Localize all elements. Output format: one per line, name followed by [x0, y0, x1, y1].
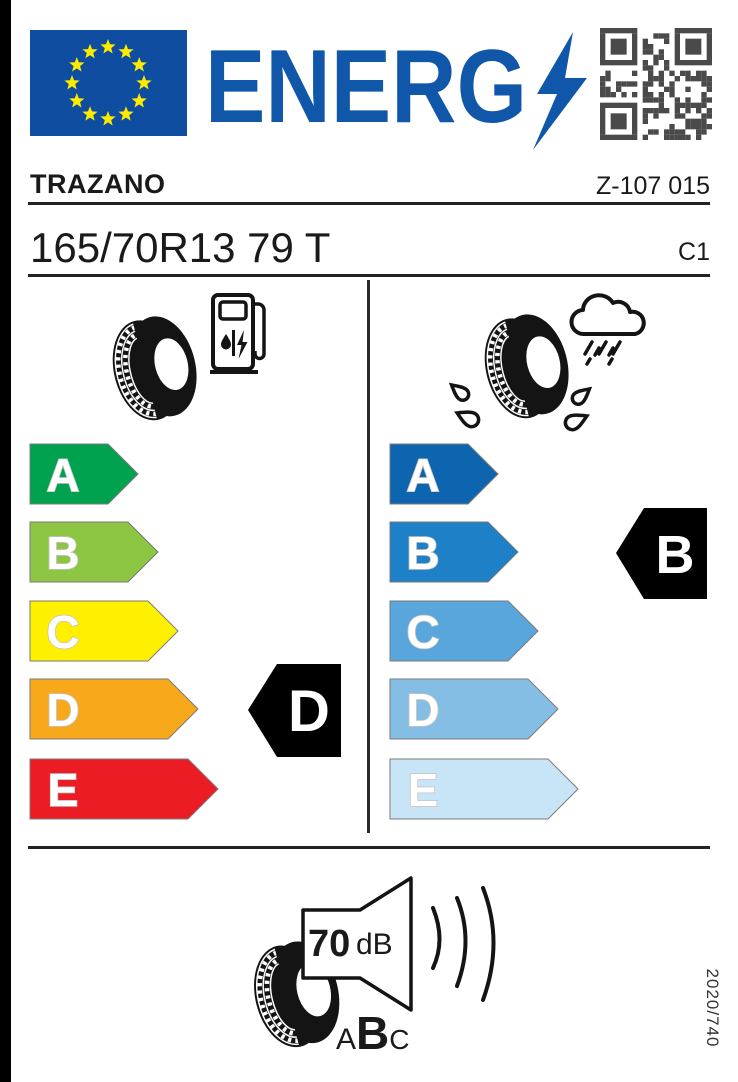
eu-flag-icon [30, 30, 187, 136]
regulation-number: 2020/740 [703, 968, 722, 1048]
energy-logo [195, 22, 605, 157]
brand-name: TRAZANO [30, 169, 166, 199]
section-rule [28, 846, 710, 849]
rain-cloud-icon [566, 288, 654, 368]
divider-rule [28, 202, 710, 205]
svg-text:D: D [46, 684, 80, 736]
fuel-grade-a [29, 443, 140, 506]
sound-horn-icon [300, 874, 418, 1016]
wet-grade-e [389, 758, 580, 821]
wet-grade-d [389, 678, 560, 741]
svg-text:B: B [406, 527, 440, 579]
svg-text:E: E [407, 764, 439, 816]
svg-text:A: A [46, 449, 80, 501]
fuel-grade-e [29, 758, 220, 821]
tyre-icon [106, 310, 198, 428]
divider-rule [28, 274, 710, 277]
fuel-rating-pointer [247, 662, 343, 759]
fuel-pump-icon [210, 292, 268, 376]
wet-rating-pointer [615, 506, 709, 601]
wet-grade-b [389, 521, 520, 584]
tyre-dimensions: 165/70R13 79 T [30, 224, 331, 271]
noise-class-scale [336, 1006, 409, 1060]
column-divider [367, 280, 370, 833]
model-number: Z-107 015 [596, 172, 710, 200]
svg-text:A: A [406, 449, 440, 501]
tyre-class: C1 [678, 238, 710, 266]
svg-text:D: D [406, 684, 440, 736]
noise-unit: dB [356, 928, 393, 961]
energy-logo-text: ENERG [205, 29, 527, 145]
noise-class-a: A [336, 1023, 357, 1056]
svg-text:C: C [406, 606, 440, 658]
fuel-grade-c [29, 600, 180, 663]
qr-code [600, 28, 712, 140]
wet-grade-a [389, 443, 500, 506]
sound-waves-icon [425, 880, 510, 1005]
noise-class-c: C [389, 1024, 410, 1055]
svg-text:C: C [46, 606, 80, 658]
svg-text:B: B [46, 527, 80, 579]
wet-rating-letter: B [655, 525, 695, 585]
noise-value: 70 [308, 923, 351, 965]
wet-grade-c [389, 600, 540, 663]
svg-text:E: E [47, 764, 79, 816]
noise-class-b-highlighted: B [356, 1007, 390, 1059]
lightning-bolt-icon [533, 32, 587, 150]
fuel-rating-letter: D [288, 679, 330, 744]
fuel-grade-d [29, 678, 200, 741]
left-border-bar [0, 0, 11, 1082]
fuel-grade-b [29, 521, 160, 584]
